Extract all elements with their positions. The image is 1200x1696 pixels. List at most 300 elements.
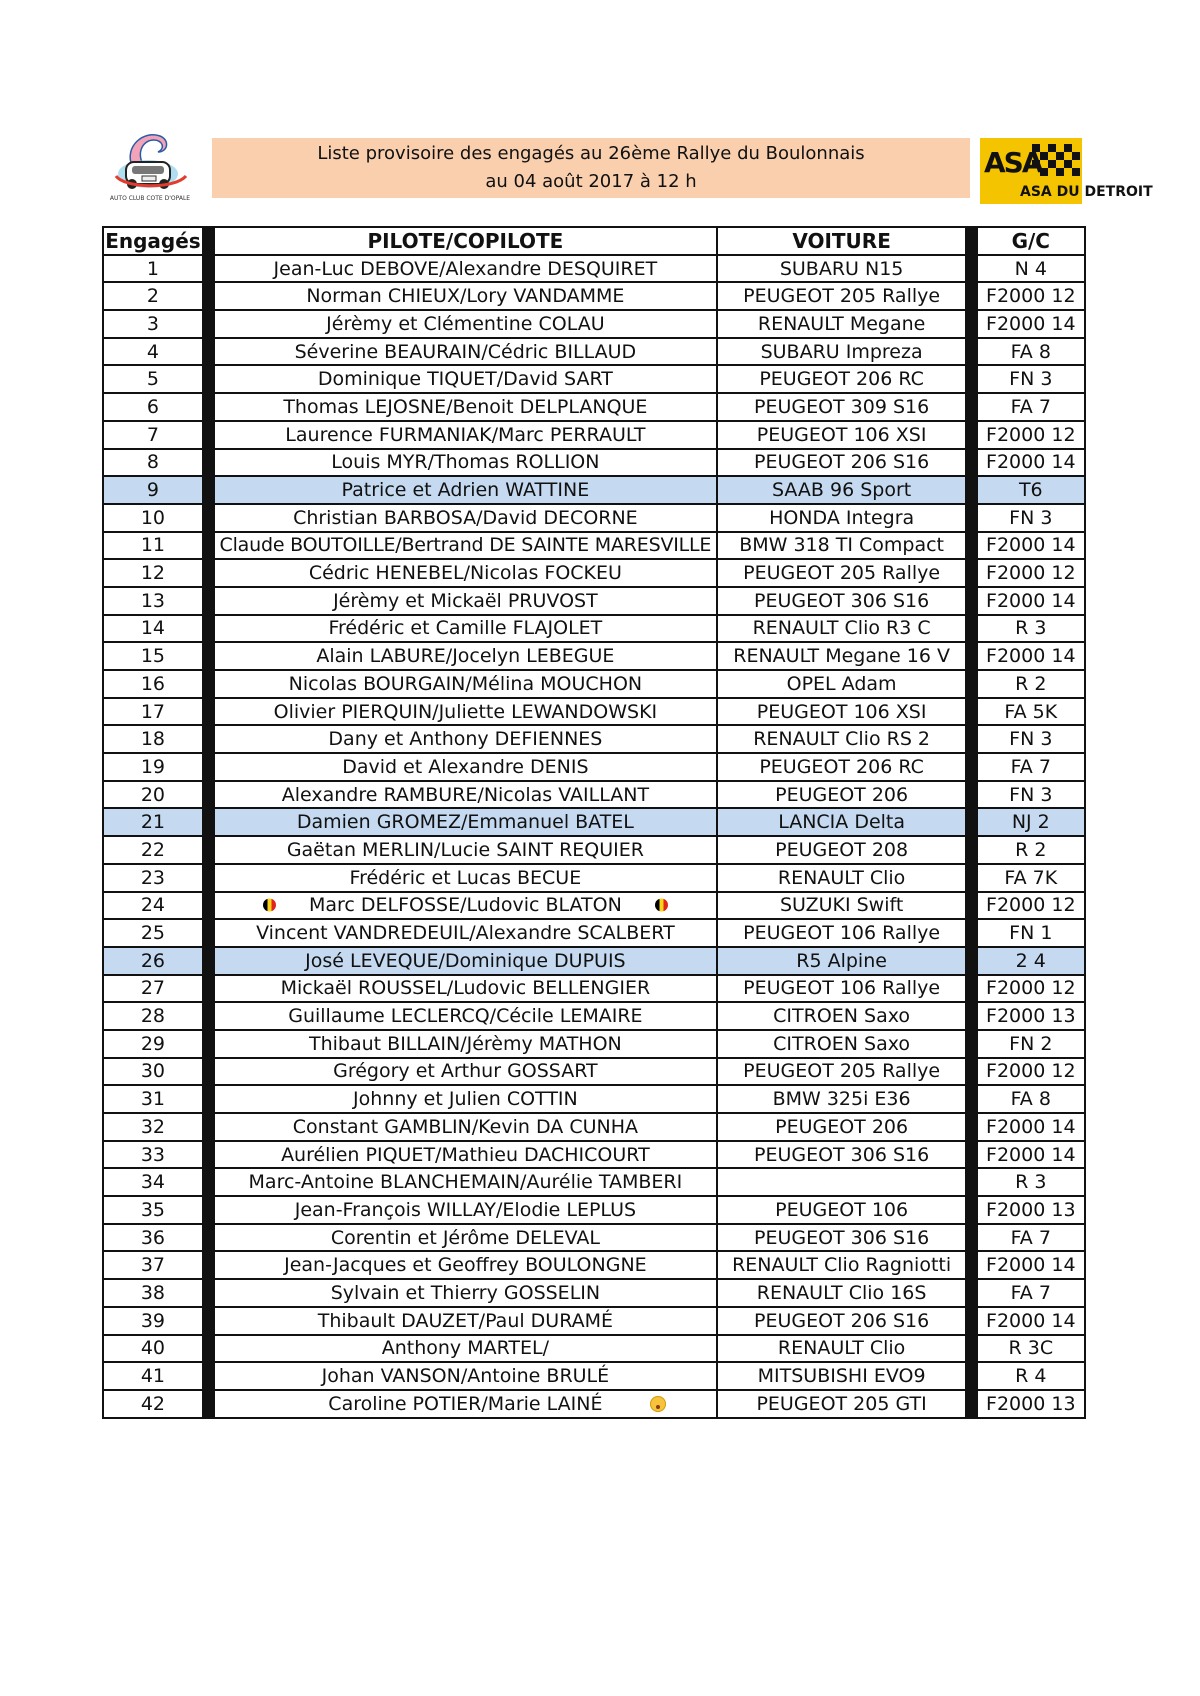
column-separator bbox=[966, 421, 977, 449]
title-banner bbox=[212, 138, 970, 198]
pilot-copilot bbox=[214, 1390, 718, 1418]
pilot-copilot bbox=[214, 725, 718, 753]
column-separator bbox=[966, 476, 977, 504]
column-separator bbox=[966, 1002, 977, 1030]
table-row bbox=[103, 808, 1085, 836]
column-separator bbox=[966, 947, 977, 975]
car: PEUGEOT 205 GTI bbox=[717, 1390, 966, 1418]
table-row bbox=[103, 532, 1085, 560]
pilot-copilot bbox=[214, 1279, 718, 1307]
title-line-1: Liste provisoire des engagés au 26ème Rallye du Boulonnais bbox=[317, 143, 865, 164]
table-row bbox=[103, 642, 1085, 670]
entry-number: 15 bbox=[103, 642, 203, 670]
table-row bbox=[103, 559, 1085, 587]
entry-number: 7 bbox=[103, 421, 203, 449]
entry-number: 18 bbox=[103, 725, 203, 753]
table-row bbox=[103, 255, 1085, 283]
pilot-copilot bbox=[214, 338, 718, 366]
pilot-copilot bbox=[214, 1058, 718, 1086]
pilot-copilot bbox=[214, 892, 718, 920]
pilot-names: Jean-François WILLAY/Elodie LEPLUS bbox=[294, 1198, 637, 1221]
pilot-names: Alain LABURE/Jocelyn LEBEGUE bbox=[316, 645, 615, 668]
pilot-copilot bbox=[214, 1002, 718, 1030]
entry-number: 3 bbox=[103, 310, 203, 338]
car: BMW 318 TI Compact bbox=[717, 532, 966, 560]
entry-number: 12 bbox=[103, 559, 203, 587]
column-separator bbox=[203, 532, 214, 560]
car: BMW 325i E36 bbox=[717, 1085, 966, 1113]
pilot-names: Jean-Luc DEBOVE/Alexandre DESQUIRET bbox=[273, 257, 658, 280]
table-row bbox=[103, 1085, 1085, 1113]
pilot-copilot bbox=[214, 587, 718, 615]
pilot-copilot bbox=[214, 1030, 718, 1058]
pilot-names: Jérèmy et Clémentine COLAU bbox=[326, 312, 605, 335]
group-class: FA 7 bbox=[977, 1224, 1085, 1252]
column-separator bbox=[203, 1168, 214, 1196]
group-class: FA 7 bbox=[977, 1279, 1085, 1307]
entry-number: 6 bbox=[103, 393, 203, 421]
pilot-copilot bbox=[214, 781, 718, 809]
group-class: FN 2 bbox=[977, 1030, 1085, 1058]
entry-number: 11 bbox=[103, 532, 203, 560]
car: CITROEN Saxo bbox=[717, 1030, 966, 1058]
entry-number: 34 bbox=[103, 1168, 203, 1196]
group-class: F2000 14 bbox=[977, 449, 1085, 477]
pilot-copilot bbox=[214, 421, 718, 449]
entry-number: 4 bbox=[103, 338, 203, 366]
group-class: F2000 14 bbox=[977, 587, 1085, 615]
car: PEUGEOT 206 bbox=[717, 1113, 966, 1141]
entry-number: 20 bbox=[103, 781, 203, 809]
entry-number: 21 bbox=[103, 808, 203, 836]
column-separator bbox=[966, 338, 977, 366]
car: RENAULT Megane bbox=[717, 310, 966, 338]
column-separator bbox=[966, 670, 977, 698]
belgium-flag-icon bbox=[655, 899, 668, 912]
table-row bbox=[103, 1362, 1085, 1390]
car: PEUGEOT 106 Rallye bbox=[717, 919, 966, 947]
entry-number: 26 bbox=[103, 947, 203, 975]
column-separator bbox=[203, 808, 214, 836]
car: R5 Alpine bbox=[717, 947, 966, 975]
pilot-names: Séverine BEAURAIN/Cédric BILLAUD bbox=[294, 340, 637, 363]
group-class: F2000 12 bbox=[977, 892, 1085, 920]
pilot-names: Caroline POTIER/Marie LAINÉ bbox=[328, 1392, 603, 1415]
group-class: R 2 bbox=[977, 836, 1085, 864]
column-separator bbox=[203, 1030, 214, 1058]
group-class: NJ 2 bbox=[977, 808, 1085, 836]
pilot-copilot bbox=[214, 615, 718, 643]
column-separator bbox=[203, 919, 214, 947]
table-row bbox=[103, 449, 1085, 477]
column-separator bbox=[203, 1113, 214, 1141]
table-row bbox=[103, 504, 1085, 532]
column-separator bbox=[966, 1362, 977, 1390]
column-separator bbox=[203, 1058, 214, 1086]
entry-number: 13 bbox=[103, 587, 203, 615]
group-class: T6 bbox=[977, 476, 1085, 504]
column-separator bbox=[966, 1113, 977, 1141]
table-row bbox=[103, 836, 1085, 864]
club-logo-text: AUTO CLUB COTE D'OPALE bbox=[109, 195, 191, 202]
car: PEUGEOT 206 S16 bbox=[717, 449, 966, 477]
pilot-names: Guillaume LECLERCQ/Cécile LEMAIRE bbox=[288, 1005, 643, 1028]
table-row bbox=[103, 476, 1085, 504]
pilot-names: Vincent VANDREDEUIL/Alexandre SCALBERT bbox=[256, 922, 675, 945]
pilot-copilot bbox=[214, 1113, 718, 1141]
table-row bbox=[103, 753, 1085, 781]
table-row bbox=[103, 864, 1085, 892]
pilot-copilot bbox=[214, 1168, 718, 1196]
pilot-copilot bbox=[214, 559, 718, 587]
pilot-copilot bbox=[214, 1307, 718, 1335]
table-row bbox=[103, 1113, 1085, 1141]
pilot-copilot bbox=[214, 282, 718, 310]
col-voiture: VOITURE bbox=[717, 227, 966, 255]
entry-number: 41 bbox=[103, 1362, 203, 1390]
table-row bbox=[103, 393, 1085, 421]
column-separator bbox=[203, 282, 214, 310]
column-separator bbox=[203, 781, 214, 809]
entry-number: 27 bbox=[103, 975, 203, 1003]
col-engages: Engagés bbox=[103, 227, 203, 255]
column-separator bbox=[966, 255, 977, 283]
column-separator bbox=[966, 642, 977, 670]
table-row bbox=[103, 1251, 1085, 1279]
column-separator bbox=[203, 504, 214, 532]
pilot-names: Claude BOUTOILLE/Bertrand DE SAINTE MARESVILLE bbox=[219, 534, 712, 557]
entry-number: 40 bbox=[103, 1335, 203, 1363]
table-row bbox=[103, 1168, 1085, 1196]
column-separator bbox=[966, 919, 977, 947]
group-class: FN 3 bbox=[977, 365, 1085, 393]
pilot-copilot bbox=[214, 365, 718, 393]
column-separator bbox=[203, 476, 214, 504]
entry-number: 1 bbox=[103, 255, 203, 283]
pilot-copilot bbox=[214, 393, 718, 421]
group-class: F2000 13 bbox=[977, 1002, 1085, 1030]
group-class: R 3C bbox=[977, 1335, 1085, 1363]
pilot-copilot bbox=[214, 975, 718, 1003]
table-row bbox=[103, 670, 1085, 698]
column-separator bbox=[203, 642, 214, 670]
column-separator bbox=[966, 282, 977, 310]
belgium-flag-icon bbox=[263, 899, 276, 912]
column-separator bbox=[203, 864, 214, 892]
column-separator bbox=[203, 338, 214, 366]
column-separator bbox=[203, 836, 214, 864]
group-class: F2000 14 bbox=[977, 1307, 1085, 1335]
group-class: FA 8 bbox=[977, 338, 1085, 366]
car: RENAULT Megane 16 V bbox=[717, 642, 966, 670]
surprised-face-icon bbox=[650, 1396, 666, 1412]
entry-number: 19 bbox=[103, 753, 203, 781]
table-row bbox=[103, 1196, 1085, 1224]
table-row bbox=[103, 1390, 1085, 1418]
column-separator bbox=[966, 808, 977, 836]
entry-number: 31 bbox=[103, 1085, 203, 1113]
column-separator bbox=[203, 947, 214, 975]
car: RENAULT Clio 16S bbox=[717, 1279, 966, 1307]
column-separator bbox=[203, 892, 214, 920]
car: SUZUKI Swift bbox=[717, 892, 966, 920]
table-row bbox=[103, 919, 1085, 947]
column-separator bbox=[203, 1196, 214, 1224]
car bbox=[717, 1168, 966, 1196]
pilot-names: Corentin et Jérôme DELEVAL bbox=[330, 1226, 600, 1249]
table-row bbox=[103, 1335, 1085, 1363]
table-row bbox=[103, 1058, 1085, 1086]
column-separator bbox=[203, 393, 214, 421]
group-class: FA 7 bbox=[977, 393, 1085, 421]
car: PEUGEOT 205 Rallye bbox=[717, 282, 966, 310]
group-class: F2000 14 bbox=[977, 1141, 1085, 1169]
table-row bbox=[103, 947, 1085, 975]
entry-number: 42 bbox=[103, 1390, 203, 1418]
pilot-names: Thibaut BILLAIN/Jérèmy MATHON bbox=[309, 1032, 622, 1055]
pilot-copilot bbox=[214, 255, 718, 283]
group-class: FN 3 bbox=[977, 781, 1085, 809]
column-separator bbox=[966, 227, 977, 255]
pilot-names: Patrice et Adrien WATTINE bbox=[341, 479, 590, 502]
column-separator bbox=[966, 365, 977, 393]
pilot-copilot bbox=[214, 1196, 718, 1224]
pilot-copilot bbox=[214, 1141, 718, 1169]
table-row bbox=[103, 698, 1085, 726]
table-row bbox=[103, 1002, 1085, 1030]
column-separator bbox=[203, 1224, 214, 1252]
pilot-copilot bbox=[214, 670, 718, 698]
table-row bbox=[103, 1224, 1085, 1252]
table-row bbox=[103, 1279, 1085, 1307]
car: PEUGEOT 206 S16 bbox=[717, 1307, 966, 1335]
pilot-names: Christian BARBOSA/David DECORNE bbox=[293, 506, 638, 529]
table-row bbox=[103, 587, 1085, 615]
column-separator bbox=[966, 1307, 977, 1335]
pilot-copilot bbox=[214, 1362, 718, 1390]
group-class: FA 5K bbox=[977, 698, 1085, 726]
pilot-names: José LEVEQUE/Dominique DUPUIS bbox=[305, 949, 626, 972]
group-class: FN 3 bbox=[977, 725, 1085, 753]
entry-number: 17 bbox=[103, 698, 203, 726]
pilot-names: Marc-Antoine BLANCHEMAIN/Aurélie TAMBERI bbox=[248, 1171, 683, 1194]
column-separator bbox=[203, 421, 214, 449]
pilot-copilot bbox=[214, 532, 718, 560]
entry-number: 9 bbox=[103, 476, 203, 504]
pilot-names: Dany et Anthony DEFIENNES bbox=[328, 728, 603, 751]
entry-number: 38 bbox=[103, 1279, 203, 1307]
pilot-names: Johan VANSON/Antoine BRULÉ bbox=[321, 1365, 610, 1388]
car: RENAULT Clio bbox=[717, 1335, 966, 1363]
column-separator bbox=[966, 1335, 977, 1363]
group-class: FA 7K bbox=[977, 864, 1085, 892]
column-separator bbox=[203, 1002, 214, 1030]
pilot-names: Mickaël ROUSSEL/Ludovic BELLENGIER bbox=[280, 977, 651, 1000]
column-separator bbox=[203, 1085, 214, 1113]
pilot-copilot bbox=[214, 642, 718, 670]
pilot-copilot bbox=[214, 1335, 718, 1363]
table-row bbox=[103, 282, 1085, 310]
col-gc: G/C bbox=[977, 227, 1085, 255]
pilot-names: Laurence FURMANIAK/Marc PERRAULT bbox=[285, 423, 646, 446]
pilot-copilot bbox=[214, 947, 718, 975]
column-separator bbox=[966, 1058, 977, 1086]
pilot-names: Dominique TIQUET/David SART bbox=[317, 368, 613, 391]
column-separator bbox=[203, 587, 214, 615]
entry-number: 30 bbox=[103, 1058, 203, 1086]
club-logo bbox=[104, 126, 196, 204]
pilot-names: Alexandre RAMBURE/Nicolas VAILLANT bbox=[281, 783, 650, 806]
entry-number: 32 bbox=[103, 1113, 203, 1141]
group-class: FA 7 bbox=[977, 753, 1085, 781]
car: HONDA Integra bbox=[717, 504, 966, 532]
column-separator bbox=[203, 1279, 214, 1307]
header-row bbox=[103, 227, 1085, 255]
car: RENAULT Clio Ragniotti bbox=[717, 1251, 966, 1279]
column-separator bbox=[203, 670, 214, 698]
entry-number: 33 bbox=[103, 1141, 203, 1169]
pilot-names: Sylvain et Thierry GOSSELIN bbox=[330, 1281, 601, 1304]
entry-number: 25 bbox=[103, 919, 203, 947]
column-separator bbox=[203, 310, 214, 338]
car: PEUGEOT 205 Rallye bbox=[717, 1058, 966, 1086]
column-separator bbox=[966, 615, 977, 643]
column-separator bbox=[203, 1251, 214, 1279]
pilot-copilot bbox=[214, 808, 718, 836]
pilot-copilot bbox=[214, 504, 718, 532]
pilot-names: Marc DELFOSSE/Ludovic BLATON bbox=[308, 894, 622, 917]
pilot-names: Constant GAMBLIN/Kevin DA CUNHA bbox=[292, 1115, 638, 1138]
pilot-names: Aurélien PIQUET/Mathieu DACHICOURT bbox=[281, 1143, 650, 1166]
asa-logo-text: ASA DU DETROIT bbox=[1020, 184, 1153, 200]
pilot-names: Olivier PIERQUIN/Juliette LEWANDOWSKI bbox=[273, 700, 658, 723]
column-separator bbox=[203, 698, 214, 726]
car: RENAULT Clio bbox=[717, 864, 966, 892]
group-class: F2000 14 bbox=[977, 532, 1085, 560]
pilot-names: Grégory et Arthur GOSSART bbox=[333, 1060, 598, 1083]
car: PEUGEOT 106 XSI bbox=[717, 698, 966, 726]
pilot-copilot bbox=[214, 1085, 718, 1113]
column-separator bbox=[966, 1141, 977, 1169]
pilot-names: David et Alexandre DENIS bbox=[342, 755, 589, 778]
car: RENAULT Clio R3 C bbox=[717, 615, 966, 643]
column-separator bbox=[966, 559, 977, 587]
car: SUBARU N15 bbox=[717, 255, 966, 283]
pilot-copilot bbox=[214, 919, 718, 947]
pilot-copilot bbox=[214, 449, 718, 477]
car: PEUGEOT 309 S16 bbox=[717, 393, 966, 421]
pilot-names: Gaëtan MERLIN/Lucie SAINT REQUIER bbox=[286, 838, 644, 861]
table-row bbox=[103, 975, 1085, 1003]
pilot-names: Jérèmy et Mickaël PRUVOST bbox=[333, 589, 598, 612]
entry-number: 37 bbox=[103, 1251, 203, 1279]
entry-number: 39 bbox=[103, 1307, 203, 1335]
table-row bbox=[103, 1141, 1085, 1169]
pilot-names: Nicolas BOURGAIN/Mélina MOUCHON bbox=[288, 672, 643, 695]
pilot-copilot bbox=[214, 310, 718, 338]
group-class: F2000 14 bbox=[977, 1251, 1085, 1279]
group-class: R 3 bbox=[977, 1168, 1085, 1196]
group-class: R 2 bbox=[977, 670, 1085, 698]
pilot-names: Frédéric et Camille FLAJOLET bbox=[328, 617, 603, 640]
column-separator bbox=[203, 1390, 214, 1418]
car: PEUGEOT 206 RC bbox=[717, 365, 966, 393]
column-separator bbox=[966, 698, 977, 726]
column-separator bbox=[966, 504, 977, 532]
column-separator bbox=[966, 892, 977, 920]
pilot-copilot bbox=[214, 753, 718, 781]
column-separator bbox=[966, 1168, 977, 1196]
column-separator bbox=[966, 1196, 977, 1224]
pilot-names: Frédéric et Lucas BECUE bbox=[349, 866, 582, 889]
group-class: FA 8 bbox=[977, 1085, 1085, 1113]
group-class: F2000 12 bbox=[977, 1058, 1085, 1086]
column-separator bbox=[966, 587, 977, 615]
car: PEUGEOT 306 S16 bbox=[717, 587, 966, 615]
group-class: N 4 bbox=[977, 255, 1085, 283]
entry-number: 29 bbox=[103, 1030, 203, 1058]
pilot-names: Johnny et Julien COTTIN bbox=[353, 1088, 578, 1111]
car: LANCIA Delta bbox=[717, 808, 966, 836]
pilot-names: Louis MYR/Thomas ROLLION bbox=[331, 451, 600, 474]
group-class: R 3 bbox=[977, 615, 1085, 643]
car: PEUGEOT 208 bbox=[717, 836, 966, 864]
column-separator bbox=[966, 1251, 977, 1279]
column-separator bbox=[966, 725, 977, 753]
column-separator bbox=[966, 1030, 977, 1058]
column-separator bbox=[203, 1335, 214, 1363]
table-row bbox=[103, 725, 1085, 753]
table-row bbox=[103, 615, 1085, 643]
entry-number: 2 bbox=[103, 282, 203, 310]
table-row bbox=[103, 365, 1085, 393]
column-separator bbox=[966, 975, 977, 1003]
table-row bbox=[103, 1307, 1085, 1335]
column-separator bbox=[966, 781, 977, 809]
column-separator bbox=[203, 725, 214, 753]
table-row bbox=[103, 310, 1085, 338]
pilot-names: Thomas LEJOSNE/Benoit DELPLANQUE bbox=[283, 395, 648, 418]
car: PEUGEOT 106 XSI bbox=[717, 421, 966, 449]
group-class: FN 1 bbox=[977, 919, 1085, 947]
entry-number: 14 bbox=[103, 615, 203, 643]
entry-number: 16 bbox=[103, 670, 203, 698]
column-separator bbox=[203, 975, 214, 1003]
entry-number: 23 bbox=[103, 864, 203, 892]
entry-number: 5 bbox=[103, 365, 203, 393]
entry-number: 8 bbox=[103, 449, 203, 477]
car: CITROEN Saxo bbox=[717, 1002, 966, 1030]
table-row bbox=[103, 338, 1085, 366]
car: PEUGEOT 306 S16 bbox=[717, 1224, 966, 1252]
car: RENAULT Clio RS 2 bbox=[717, 725, 966, 753]
column-separator bbox=[966, 449, 977, 477]
col-pilote: PILOTE/COPILOTE bbox=[214, 227, 718, 255]
column-separator bbox=[966, 532, 977, 560]
column-separator bbox=[966, 1224, 977, 1252]
column-separator bbox=[966, 1279, 977, 1307]
car: PEUGEOT 106 bbox=[717, 1196, 966, 1224]
pilot-copilot bbox=[214, 698, 718, 726]
column-separator bbox=[203, 449, 214, 477]
column-separator bbox=[966, 310, 977, 338]
pilot-copilot bbox=[214, 476, 718, 504]
pilot-copilot bbox=[214, 1224, 718, 1252]
pilot-names: Cédric HENEBEL/Nicolas FOCKEU bbox=[308, 562, 622, 585]
column-separator bbox=[203, 615, 214, 643]
pilot-copilot bbox=[214, 864, 718, 892]
group-class: F2000 13 bbox=[977, 1196, 1085, 1224]
